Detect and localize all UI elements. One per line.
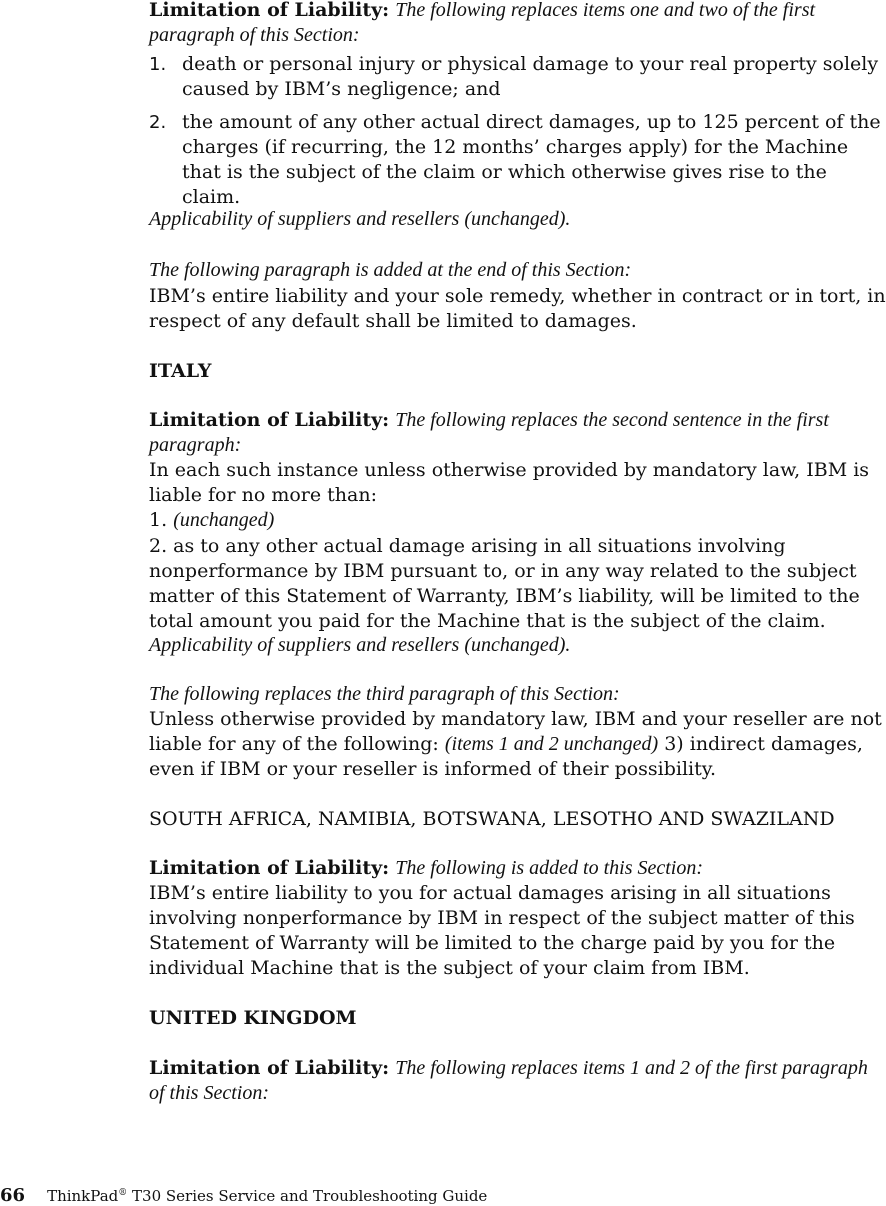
body-text <box>149 707 886 782</box>
section-label: Limitation of Liability: <box>149 1057 390 1079</box>
list-item: 2. as to any other actual damage arising in all situations involving nonperformance by IBM pursuant to, or in any way related to the subject matter of this Statement of Warranty, IBM’s liability, will be limited to the total amount you paid for the Machine that is the subject of the claim. <box>149 535 860 632</box>
limitation-paragraph <box>149 856 886 881</box>
page-number: 66 <box>0 1185 26 1206</box>
added-intro: The following paragraph is added at the end of this Section: <box>149 259 632 281</box>
body-text-part: 3) indirect damages, even if IBM or your reseller is informed of their possibility. <box>149 733 863 780</box>
applicability-note: Applicability of suppliers and resellers (unchanged). <box>149 634 571 656</box>
section-intro: The following is added to this Section: <box>395 857 704 879</box>
limitation-paragraph <box>149 1056 886 1106</box>
body-text-italic: (items 1 and 2 unchanged) <box>444 733 659 755</box>
limitation-paragraph <box>149 0 886 48</box>
added-text: IBM’s entire liability and your sole remedy, whether in contract or in tort, in respect of any default shall be limited to damages. <box>149 285 886 332</box>
brand-name: ThinkPad <box>47 1187 119 1205</box>
country-heading-uk: UNITED KINGDOM <box>149 1007 357 1029</box>
list-number: 1. <box>149 509 168 531</box>
page-footer <box>0 1183 487 1206</box>
section-intro: The following replaces items 1 and 2 of the first paragraph of this Section: <box>149 1057 868 1104</box>
section-label: Limitation of Liability: <box>149 0 390 21</box>
list-item: death or personal injury or physical damage to your real property solely caused by IBM’s negligence; and <box>182 53 879 100</box>
list-item: the amount of any other actual direct damages, up to 125 percent of the charges (if recurring, the 12 months’ charges apply) for the Machine that is the subject of the claim or which otherwise gives rise to the claim. <box>182 111 881 208</box>
country-heading-south-africa: SOUTH AFRICA, NAMIBIA, BOTSWANA, LESOTHO AND SWAZILAND <box>149 808 835 830</box>
body-text: In each such instance unless otherwise provided by mandatory law, IBM is liable for no more than: <box>149 459 870 506</box>
body-text-part: Unless otherwise provided by mandatory law, IBM and your reseller are not liable for any of the following: <box>149 708 882 755</box>
list-number: 1. <box>149 54 167 75</box>
guide-title: T30 Series Service and Troubleshooting Guide <box>132 1187 488 1205</box>
list-number: 2. <box>149 112 167 133</box>
country-heading-italy: ITALY <box>149 360 212 382</box>
list-item <box>149 508 886 533</box>
section-intro: The following replaces the second sentence in the first paragraph: <box>149 409 829 456</box>
body-text: IBM’s entire liability to you for actual damages arising in all situations involving nonperformance by IBM in respect of the subject matter of this Statement of Warranty will be limited to the charge paid by you for the individual Machine that is the subject of your claim from IBM. <box>149 882 855 979</box>
registered-mark: ® <box>118 1188 128 1198</box>
section-label: Limitation of Liability: <box>149 409 390 431</box>
section-intro: The following replaces items one and two of the first paragraph of this Section: <box>149 0 816 46</box>
list-item-text: (unchanged) <box>173 509 275 531</box>
applicability-note: Applicability of suppliers and resellers (unchanged). <box>149 208 571 230</box>
limitation-paragraph <box>149 408 886 458</box>
section-label: Limitation of Liability: <box>149 857 390 879</box>
replacement-intro: The following replaces the third paragraph of this Section: <box>149 683 620 705</box>
